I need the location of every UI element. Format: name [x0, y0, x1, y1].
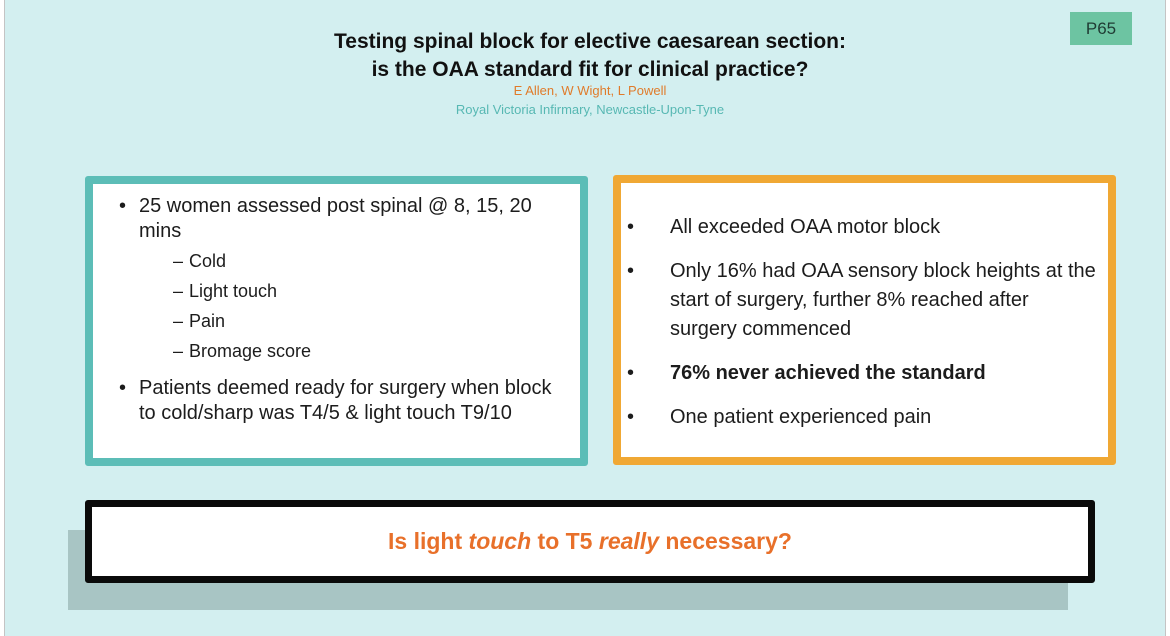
dash-icon: – — [173, 251, 184, 271]
dash-icon: – — [173, 311, 184, 331]
results-item-text: 76% never achieved the standard — [670, 362, 986, 384]
assessment-label: Pain — [189, 311, 226, 331]
bullet-icon: • — [627, 362, 635, 384]
results-item-text: All exceeded OAA motor block — [670, 216, 941, 238]
results-item — [621, 257, 1098, 344]
title-line-2: is the OAA standard fit for clinical practice? — [371, 58, 809, 81]
affiliation: Royal Victoria Infirmary, Newcastle-Upon-Tyne — [455, 102, 725, 117]
poster-number-badge: P65 — [1070, 12, 1132, 45]
question-part: to T5 — [531, 528, 599, 554]
results-item — [621, 213, 1098, 242]
methods-item-text: Patients deemed ready for surgery when block to cold/sharp was T4/5 & light touch T9/10 — [139, 377, 552, 424]
question-part: necessary? — [658, 528, 792, 554]
methods-box — [85, 176, 588, 466]
assessment-item — [173, 306, 560, 336]
results-item-highlight — [621, 359, 1098, 388]
assessment-label: Cold — [189, 251, 227, 271]
bullet-icon: • — [119, 377, 127, 399]
methods-item — [119, 376, 560, 426]
assessment-item — [173, 336, 560, 366]
question-emphasis: really — [598, 528, 659, 554]
question-box — [85, 500, 1095, 583]
poster-title — [5, 28, 1170, 84]
question-part: Is light — [388, 528, 469, 554]
assessment-item — [173, 276, 560, 306]
results-box — [613, 175, 1116, 465]
results-item-text: One patient experienced pain — [670, 406, 932, 428]
results-item-text: Only 16% had OAA sensory block heights at the start of surgery, further 8% reached after surgery commenced — [670, 260, 1096, 340]
results-item — [621, 403, 1098, 432]
dash-icon: – — [173, 341, 184, 361]
bullet-icon: • — [627, 216, 635, 238]
bullet-icon: • — [627, 260, 635, 282]
authors: E Allen, W Wight, L Powell — [513, 83, 667, 98]
dash-icon: – — [173, 281, 184, 301]
question-emphasis: touch — [468, 528, 532, 554]
methods-item-text: 25 women assessed post spinal @ 8, 15, 20 mins — [139, 195, 532, 242]
assessment-label: Bromage score — [189, 341, 312, 361]
assessment-label: Light touch — [189, 281, 278, 301]
assessment-item — [173, 246, 560, 276]
bullet-icon: • — [627, 406, 635, 428]
question-text — [388, 528, 792, 554]
assessment-list — [173, 246, 560, 366]
title-line-1: Testing spinal block for elective caesarean section: — [334, 30, 846, 53]
methods-item — [119, 194, 560, 370]
poster-slide — [4, 0, 1166, 636]
bullet-icon: • — [119, 195, 127, 217]
